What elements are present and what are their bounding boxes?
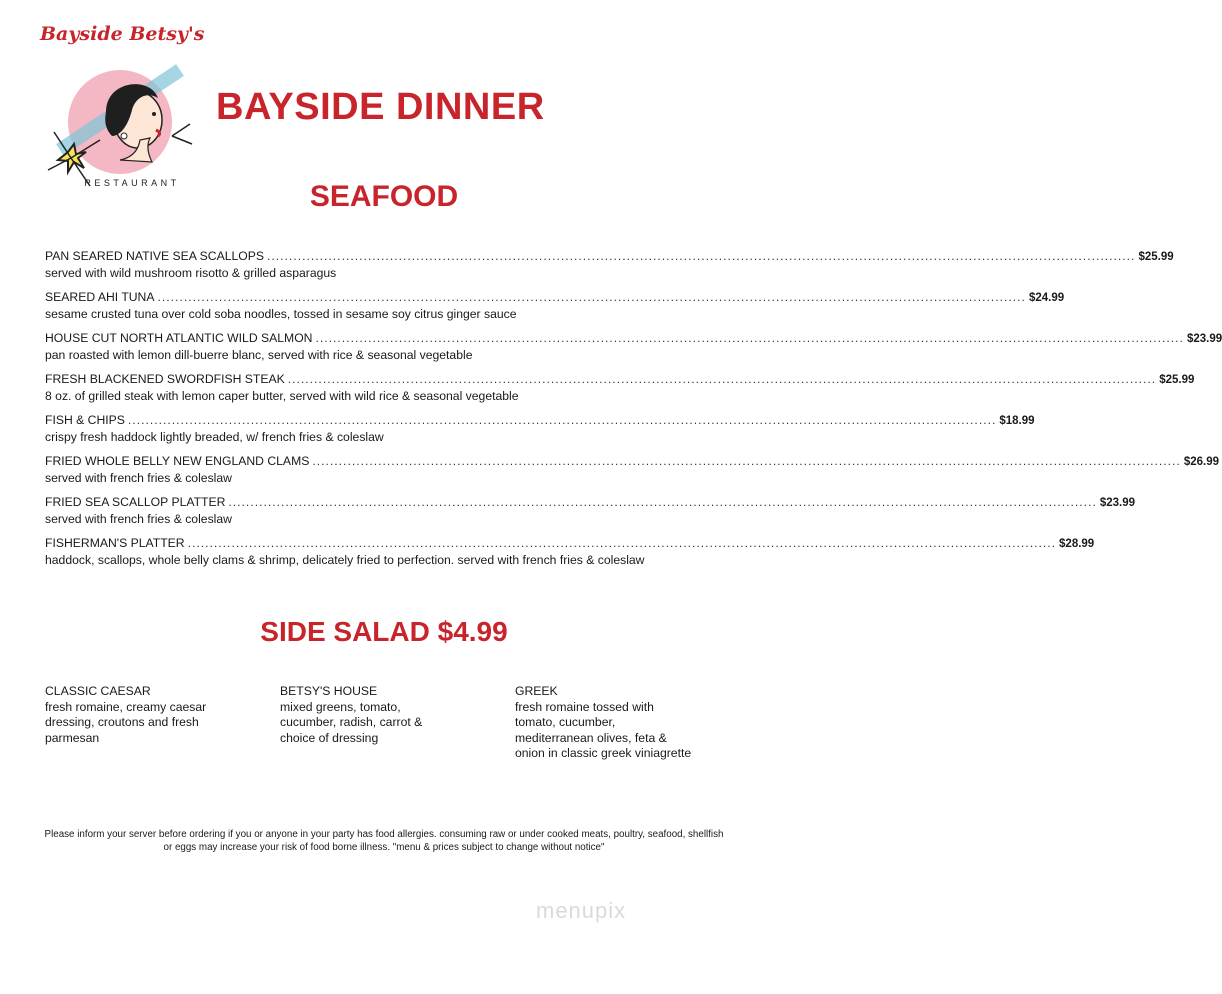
menu-item-price: $18.99 — [999, 415, 1035, 427]
allergy-disclaimer: Please inform your server before ordering if you or anyone in your party has food allergies. consuming raw or under cooked meats, poultry, seafood, shellfish or eggs may increase your risk of food borne illness. "menu & prices subject to change without notice" — [44, 829, 724, 853]
menu-item-price: $23.99 — [1099, 497, 1136, 509]
menu-item-description: sesame crusted tuna over cold soba noodles, tossed in sesame soy citrus ginger sauce — [45, 307, 517, 321]
salad-item-description: fresh romaine tossed with tomato, cucumber, mediterranean olives, feta & onion in classic greek viniagrette — [515, 699, 692, 760]
menu-item-price: $23.99 — [1186, 333, 1222, 345]
salad-item-name: BETSY'S HOUSE — [280, 684, 378, 698]
dot-leader — [188, 535, 1056, 551]
menu-item-name: FRIED SEA SCALLOP PLATTER — [45, 495, 226, 509]
seafood-item-list — [45, 248, 1222, 576]
salad-item — [45, 684, 235, 746]
menu-item-price: $25.99 — [1159, 374, 1195, 386]
menu-item — [45, 330, 1222, 363]
menu-item — [45, 371, 1195, 404]
menu-item-description: served with french fries & coleslaw — [45, 471, 232, 485]
menu-item-description: 8 oz. of grilled steak with lemon caper butter, served with wild rice & seasonal vegetable — [45, 389, 519, 403]
menu-item-name: FISH & CHIPS — [45, 413, 125, 427]
menu-item — [45, 535, 1095, 568]
menu-item — [45, 289, 1065, 322]
menu-item-description: crispy fresh haddock lightly breaded, w/ french fries & coleslaw — [45, 430, 384, 444]
salad-item — [280, 684, 450, 746]
dot-leader — [128, 412, 996, 428]
restaurant-logo — [40, 23, 205, 190]
salad-item — [515, 684, 695, 762]
menu-item-price: $25.99 — [1138, 251, 1174, 263]
salad-item-description: fresh romaine, creamy caesar dressing, croutons and fresh parmesan — [45, 699, 207, 745]
menu-item-description: pan roasted with lemon dill-buerre blanc, served with rice & seasonal vegetable — [45, 348, 473, 362]
menu-item-name: FISHERMAN'S PLATTER — [45, 536, 185, 550]
menu-item-name: PAN SEARED NATIVE SEA SCALLOPS — [45, 249, 264, 263]
watermark: menupix — [536, 898, 627, 923]
menu-item-description: served with french fries & coleslaw — [45, 512, 232, 526]
dot-leader — [228, 494, 1096, 510]
menu-item — [45, 412, 1035, 445]
dot-leader — [267, 248, 1135, 264]
seafood-section-title: SEAFOOD — [309, 180, 459, 213]
menu-item-description: served with wild mushroom risotto & grilled asparagus — [45, 266, 337, 280]
menu-item-name: FRIED WHOLE BELLY NEW ENGLAND CLAMS — [45, 454, 310, 468]
salad-item-name: CLASSIC CAESAR — [45, 684, 151, 698]
menu-item-price: $26.99 — [1183, 456, 1219, 468]
menu-item-name: SEARED AHI TUNA — [45, 290, 155, 304]
menu-item-name: FRESH BLACKENED SWORDFISH STEAK — [45, 372, 285, 386]
salad-item-description: mixed greens, tomato, cucumber, radish, carrot & choice of dressing — [280, 699, 423, 745]
salad-item-name: GREEK — [515, 684, 558, 698]
logo-sub-text: RESTAURANT — [84, 178, 180, 188]
dot-leader — [312, 453, 1180, 469]
menu-item-description: haddock, scallops, whole belly clams & shrimp, delicately fried to perfection. served with french fries & coleslaw — [45, 553, 645, 567]
menu-item — [45, 494, 1136, 527]
page-title: BAYSIDE DINNER — [216, 86, 545, 128]
dot-leader — [315, 330, 1183, 346]
logo-arc-text: Bayside Betsy's — [40, 23, 205, 45]
side-salad-section-title: SIDE SALAD $4.99 — [260, 616, 508, 647]
menu-item-price: $28.99 — [1059, 538, 1095, 550]
dot-leader — [288, 371, 1156, 387]
menu-item-price: $24.99 — [1028, 292, 1065, 304]
menu-item — [45, 453, 1219, 486]
dot-leader — [158, 289, 1026, 305]
menu-item-name: HOUSE CUT NORTH ATLANTIC WILD SALMON — [45, 331, 313, 345]
menu-item — [45, 248, 1174, 281]
